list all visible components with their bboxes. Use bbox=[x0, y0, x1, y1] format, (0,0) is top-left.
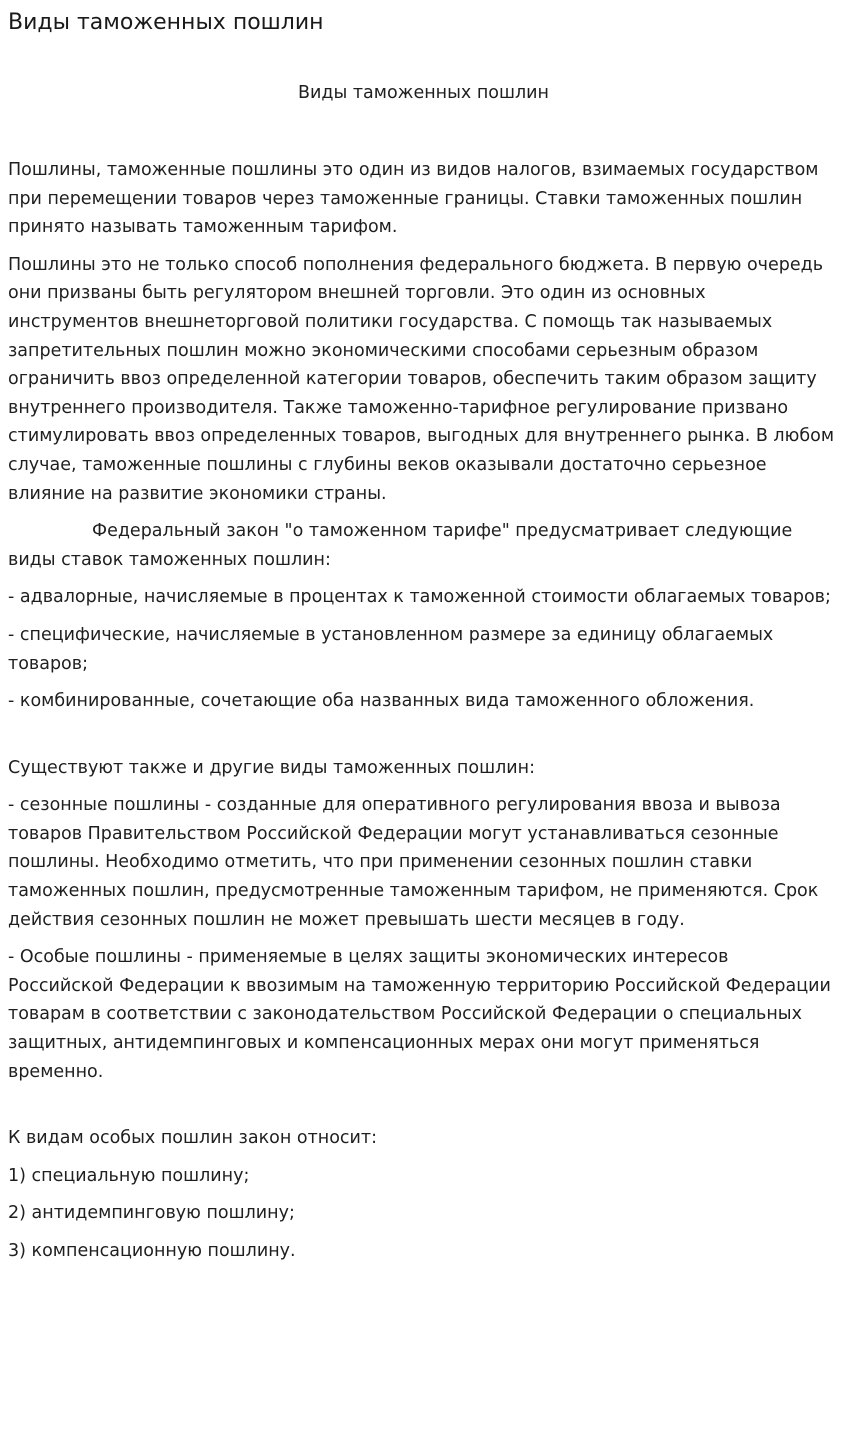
document-heading: Виды таможенных пошлин bbox=[298, 83, 549, 103]
list-item-special-duty: 1) специальную пошлину; bbox=[8, 1165, 250, 1186]
paragraph-special-types: К видам особых пошлин закон относит: bbox=[8, 1128, 377, 1149]
paragraph-intro: Пошлины, таможенные пошлины это один из видов налогов, взимаемых государством при перемещении товаров через таможенные границы. Ставки таможенных пошлин принято называть таможенным тарифом. bbox=[8, 160, 819, 238]
list-item-advalorem: - адвалорные, начисляемые в процентах к таможенной стоимости облагаемых товаров; bbox=[8, 587, 831, 608]
document-body bbox=[8, 156, 839, 1266]
page-title: Виды таможенных пошлин bbox=[8, 10, 324, 35]
list-item-countervailing-duty: 3) компенсационную пошлину. bbox=[8, 1241, 296, 1261]
list-item-seasonal: - сезонные пошлины - созданные для оперативного регулирования ввоза и вывоза товаров Правительством Российской Федерации могут устанавливаться сезонные пошлины. Необходимо отметить, что при применении сезонных пошлин ставки таможенных пошлин, предусмотренные таможенным тарифом, не применяются. Срок действия сезонных пошлин не может превышать шести месяцев в году. bbox=[8, 795, 819, 930]
list-item-antidumping-duty: 2) антидемпинговую пошлину; bbox=[8, 1203, 295, 1224]
list-item-combined: - комбинированные, сочетающие оба названных вида таможенного обложения. bbox=[8, 691, 755, 712]
paragraph-purpose: Пошлины это не только способ пополнения федерального бюджета. В первую очередь они призваны быть регулятором внешней торговли. Это один из основных инструментов внешнеторговой политики государства. С помощь так называемых запретительных пошлин можно экономическими способами серьезным образом ограничить ввоз определенной категории товаров, обеспечить таким образом защиту внутреннего производителя. Также таможенно-тарифное регулирование призвано стимулировать ввоз определенных товаров, выгодных для внутреннего рынка. В любом случае, таможенные пошлины с глубины веков оказывали достаточно серьезное влияние на развитие экономики страны. bbox=[8, 254, 835, 504]
list-item-special: - Особые пошлины - применяемые в целях защиты экономических интересов Российской Федерации к ввозимым на таможенную территорию Российской Федерации товарам в соответствии с законодательством Российской Федерации о специальных защитных, антидемпинговых и компенсационных мерах они могут применяться временно. bbox=[8, 947, 831, 1082]
paragraph-federal-law: Федеральный закон "о таможенном тарифе" предусматривает следующие виды ставок таможенных пошлин: bbox=[8, 521, 793, 570]
list-item-specific: - специфические, начисляемые в установленном размере за единицу облагаемых товаров; bbox=[8, 624, 774, 674]
paragraph-other-types: Существуют также и другие виды таможенных пошлин: bbox=[8, 757, 535, 778]
